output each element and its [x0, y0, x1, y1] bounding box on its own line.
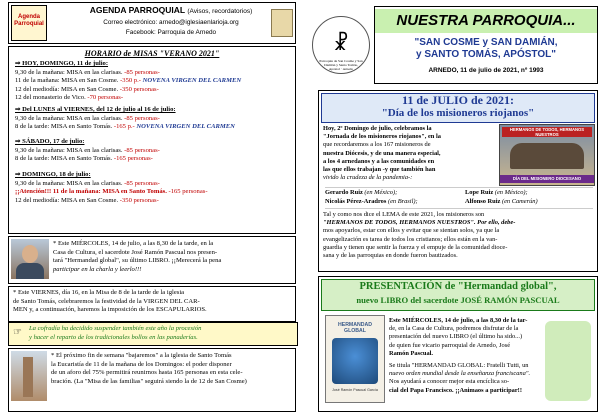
- author-body-shape: [16, 263, 44, 279]
- watermark-shape: [545, 321, 591, 401]
- article1-body-line-5: a los 4 arnedanos y a las comunidades en: [323, 157, 435, 165]
- parish-logo-monogram: ☧: [333, 33, 349, 55]
- sabado-line-1-aforo: -85 personas-: [122, 146, 160, 154]
- parish-logo: [312, 16, 370, 74]
- missionary-2: [465, 189, 593, 197]
- article2-body-line-6: Se titula "HERMANDAD GLOBAL: Fratelli Tutti, un: [389, 362, 529, 370]
- masthead-title: NUESTRA PARROQUIA...: [375, 9, 597, 33]
- hoy-line-1-text: 9,30 de la mañana: MISA en las clarisas.: [15, 68, 123, 76]
- p3-line-2: la Eucaristía de 11 de la mañana de los Domingos: el poder disponer: [51, 360, 232, 368]
- horario-sabado: [15, 138, 293, 164]
- hoy-line-2-text: 11 de la mañana: MISA en San Cosme.: [15, 77, 119, 85]
- p1-line-3: tará "Hermandad global", su último LIBRO. ¡¡Merecerá la pena: [53, 257, 222, 265]
- article1-body-line-7: vivido la crudeza de la pandemia-:: [323, 174, 413, 182]
- announcement-santo-tomas: [8, 348, 296, 412]
- lunes-line-2: [15, 123, 293, 132]
- cofradia-line-2: y hacer el reparto de los tradicionales bollos en las panaderías.: [29, 333, 198, 341]
- cofradia-line-1: La cofradía ha decidido suspender también este año la procesión: [29, 325, 202, 332]
- article1-body2-line-5: guardia y tienen que sentir la fuerza y el empuje de la comunidad dioce-: [323, 243, 508, 251]
- p1-line-1: * Este MIÉRCOLES, 14 de julio, a las 8,30 de la tarde, en la: [53, 240, 214, 247]
- missionary-2-place: (en México);: [494, 189, 528, 196]
- agenda-icon-right: [271, 9, 293, 37]
- masthead-date: ARNEDO, 11 de julio de 2021, nº 1993: [428, 67, 544, 74]
- article2-title-box: [321, 279, 595, 311]
- sabado-line-2-aforo: -165 personas-: [112, 155, 153, 163]
- domingo-line-1-aforo: -85 personas-: [122, 179, 160, 187]
- missionary-3: [325, 198, 459, 206]
- lunes-line-2-novena: NOVENA VIRGEN DEL CARMEN: [134, 123, 235, 131]
- agenda-header: [8, 2, 296, 44]
- missionaries-list: [325, 187, 593, 209]
- article1-body-line-6: las que ellos trabajan -y que también han: [323, 166, 436, 174]
- missionary-1-place: (en México);: [364, 189, 398, 196]
- article1-title-box: [321, 93, 595, 123]
- article2-body-line-9: cial del Papa Francisco. ¡¡Animaos a participar!!: [389, 386, 522, 394]
- sabado-line-1-text: 9,30 de la mañana: MISA en las clarisas.: [15, 146, 123, 154]
- masthead: [304, 2, 596, 84]
- hoy-line-2-aforo: -350 p.-: [118, 77, 141, 85]
- article2-body-line-3: presentación del nuevo LIBRO (el último ha sido...): [389, 333, 523, 341]
- article2-body-line-2: de, en la Casa de Cultura, podremos disfrutar de la: [389, 325, 519, 333]
- hoy-line-2: [15, 77, 293, 86]
- domingo-line-2: [15, 188, 293, 197]
- domingo-line-3-text: 12 del mediodía: MISA en San Cosme.: [15, 196, 119, 204]
- hoy-line-3-aforo: -350 personas-: [118, 85, 159, 93]
- hoy-line-3: [15, 86, 293, 95]
- article1-body: [323, 125, 495, 182]
- lunes-line-1: [15, 115, 293, 124]
- horario-title: HORARIO de MISAS "VERANO 2021": [84, 49, 220, 58]
- masthead-sub2: y SANTO TOMÁS, APÓSTOL": [416, 49, 556, 60]
- article1-title-1: 11 de JULIO de 2021:: [401, 93, 514, 107]
- agenda-subtitle: (Avisos, recordatorios): [187, 8, 253, 15]
- agenda-logo: [11, 5, 47, 41]
- misioneros-poster: [499, 124, 595, 186]
- sabado-line-1: [15, 147, 293, 156]
- sabado-heading: ⇒ SÁBADO, 17 de julio:: [15, 138, 85, 145]
- missionary-1: [325, 189, 459, 197]
- hoy-line-4: [15, 94, 293, 103]
- agenda-title: [49, 5, 293, 15]
- domingo-heading: ⇒ DOMINGO, 18 de julio:: [15, 171, 91, 178]
- p2-line-3: MEN y, a continuación, haremos la imposición de los ESCAPULARIOS.: [13, 306, 207, 314]
- masthead-banner: [374, 6, 598, 84]
- agenda-logo-text: Agenda Parroquial: [14, 14, 44, 27]
- author-photo: [11, 239, 49, 279]
- domingo-line-3: [15, 197, 293, 206]
- article1-body2-line-4: evangelización es tarea de todos los cristianos; ellos están en la van-: [323, 235, 498, 243]
- domingo-line-1: [15, 180, 293, 189]
- article1-body-line-4: nuestra Diócesis, y de una manera especial,: [323, 149, 441, 157]
- agenda-facebook: Facebook: Parroquia de Arnedo: [125, 29, 217, 36]
- agenda-title-text: AGENDA PARROQUIAL: [89, 5, 185, 15]
- article1-body-line-3: que recordaremos a los 167 misioneros de: [323, 141, 431, 149]
- horario-lunes: [15, 106, 293, 132]
- church-photo: [11, 351, 47, 401]
- masthead-sub1: "SAN COSME y SAN DAMIÁN,: [414, 37, 558, 48]
- article2-body-line-1: Este MIÉRCOLES, 14 de julio, a las 8,30 de la tar-: [389, 317, 528, 324]
- p1-line-2: Casa de Cultura, el sacerdote José Ramón Pascual nos presen-: [53, 248, 218, 256]
- church-tower-shape: [23, 357, 33, 397]
- article-libro: [318, 276, 598, 412]
- horario-hoy: [15, 60, 293, 103]
- missionary-3-place: (en Brasil);: [387, 198, 418, 205]
- p2-line-1: * Este VIERNES, día 16, en la Misa de 8 de la tarde de la iglesia: [13, 289, 185, 296]
- article2-body-line-8: Nos ayudará a conocer mejor esta encíclica so-: [389, 378, 510, 386]
- article1-body2: [323, 211, 593, 260]
- domingo-line-2-aforo: -165 personas-: [166, 188, 208, 196]
- p1-line-4: participar en la charla y leerlo!!!: [53, 265, 142, 273]
- article1-body-line-1: Hoy, 2º Domingo de julio, celebramos la: [323, 125, 432, 132]
- hoy-heading: ⇒ HOY, DOMINGO, 11 de julio:: [15, 60, 109, 67]
- hoy-line-2-novena: NOVENA VIRGEN DEL CARMEN: [140, 77, 242, 85]
- announcement-carmen: [8, 286, 296, 322]
- missionary-4: [465, 198, 593, 206]
- lunes-line-2-aforo: -165 p.-: [112, 123, 135, 131]
- horario-box: [8, 46, 296, 234]
- missionary-4-place: (en Camerún): [501, 198, 538, 205]
- p3-line-1: * El próximo fin de semana "bajaremos" a la iglesia de Santo Tomás: [51, 352, 232, 359]
- book-cover-title: HERMANDAD GLOBAL: [337, 322, 372, 334]
- domingo-line-1-text: 9,30 de la mañana: MISA en las clarisas.: [15, 179, 123, 187]
- lunes-heading: ⇒ Del LUNES al VIERNES, del 12 de julio al 16 de julio:: [15, 106, 176, 113]
- right-page: [304, 0, 600, 413]
- article2-body-line-7: nuevo orden mundial desde la enseñanza franciscana".: [389, 370, 531, 378]
- book-cover-image: [332, 338, 378, 384]
- sabado-line-2-text: 8 de la tarde: MISA en Santo Tomás.: [15, 155, 113, 163]
- missionary-4-name: Alfonso Ruiz: [465, 198, 501, 205]
- article-misioneros: [318, 90, 598, 272]
- cofradia-box: [8, 322, 298, 346]
- domingo-line-3-aforo: -350 personas-: [118, 196, 159, 204]
- p3-line-4: bración. (La "Misa de las familias" seguirá siendo la de 12 de San Cosme): [51, 377, 247, 385]
- domingo-line-2-text: ¡¡Atención!!! 11 de la mañana: MISA en Santo Tomás.: [15, 188, 167, 196]
- missionary-3-name: Nicolás Pérez-Aradros: [325, 198, 387, 205]
- article1-body2-line-1: Tal y como nos dice el LEMA de este 2021, los misioneros son: [323, 211, 485, 218]
- missionary-2-name: Lope Ruiz: [465, 189, 494, 196]
- article1-body2-line-6: sana y de las parroquias en donde fueron bautizados.: [323, 252, 458, 260]
- parish-logo-text: Parroquia de San Cosme y San Damián y Santo Tomás, Apóstol · Arnedo: [319, 59, 363, 71]
- announcement-santo-tomas-text: [51, 352, 293, 386]
- left-page: [0, 0, 297, 413]
- book-cover-author: José Ramón Pascual García: [332, 388, 378, 392]
- article2-title-2: nuevo LIBRO del sacerdote JOSÉ RAMÓN PASCUAL: [356, 295, 560, 305]
- article1-body2-line-2: "HERMANOS DE TODOS, HERMANOS NUESTROS". Por ello, debe-: [323, 219, 516, 227]
- lunes-line-2-text: 8 de la tarde: MISA en Santo Tomás.: [15, 123, 113, 131]
- author-face-shape: [22, 245, 38, 263]
- p3-line-3: de un aforo del 75% permitirá reunirnos hasta 165 personas en esta cele-: [51, 369, 243, 377]
- missionary-1-name: Gerardo Ruiz: [325, 189, 363, 196]
- article2-body-line-5: Ramón Pascual.: [389, 349, 434, 357]
- announcement-book: [8, 236, 296, 284]
- horario-domingo: [15, 171, 293, 205]
- lunes-line-1-aforo: -85 personas-: [122, 114, 160, 122]
- hoy-line-1: [15, 69, 293, 78]
- announcement-carmen-text: [13, 289, 291, 315]
- article1-body-line-2: "Jornada de los misioneros riojanos", en la: [323, 133, 441, 141]
- poster-bottom-text: DÍA DEL MISIONERO DIOCESANO: [500, 175, 594, 183]
- cofradia-text: [29, 325, 291, 342]
- hoy-line-4-aforo: -70 personas-: [85, 94, 124, 102]
- pointing-hand-icon: ☞: [13, 327, 22, 338]
- announcement-book-text: [53, 240, 293, 274]
- p2-line-2: de Santo Tomás, celebraremos la festividad de la VIRGEN DEL CAR-: [13, 297, 200, 305]
- article2-body-line-4: de quien fue vicario parroquial de Arnedo, José: [389, 341, 511, 349]
- article2-title-1: PRESENTACIÓN de "Hermandad global",: [359, 281, 557, 292]
- lunes-line-1-text: 9,30 de la mañana: MISA en las clarisas.: [15, 114, 123, 122]
- poster-top-text: HERMANOS DE TODOS, HERMANOS NUESTROS: [502, 127, 592, 137]
- book-cover: [325, 315, 385, 403]
- hoy-line-1-aforo: -85 personas-: [122, 68, 160, 76]
- agenda-email: Correo electrónico: arnedo@iglesiaenlarioja.org: [103, 19, 239, 26]
- article1-body2-line-3: mos apoyarlos, estar con ellos y evitar que se sientan solos, ya que la: [323, 227, 500, 235]
- hoy-line-3-text: 12 del mediodía: MISA en San Cosme.: [15, 85, 119, 93]
- hoy-line-4-text: 12 del monasterio de Vico.: [15, 94, 86, 102]
- article1-title-2: "Día de los misioneros riojanos": [381, 107, 535, 119]
- sabado-line-2: [15, 155, 293, 164]
- poster-people-shape: [510, 143, 584, 169]
